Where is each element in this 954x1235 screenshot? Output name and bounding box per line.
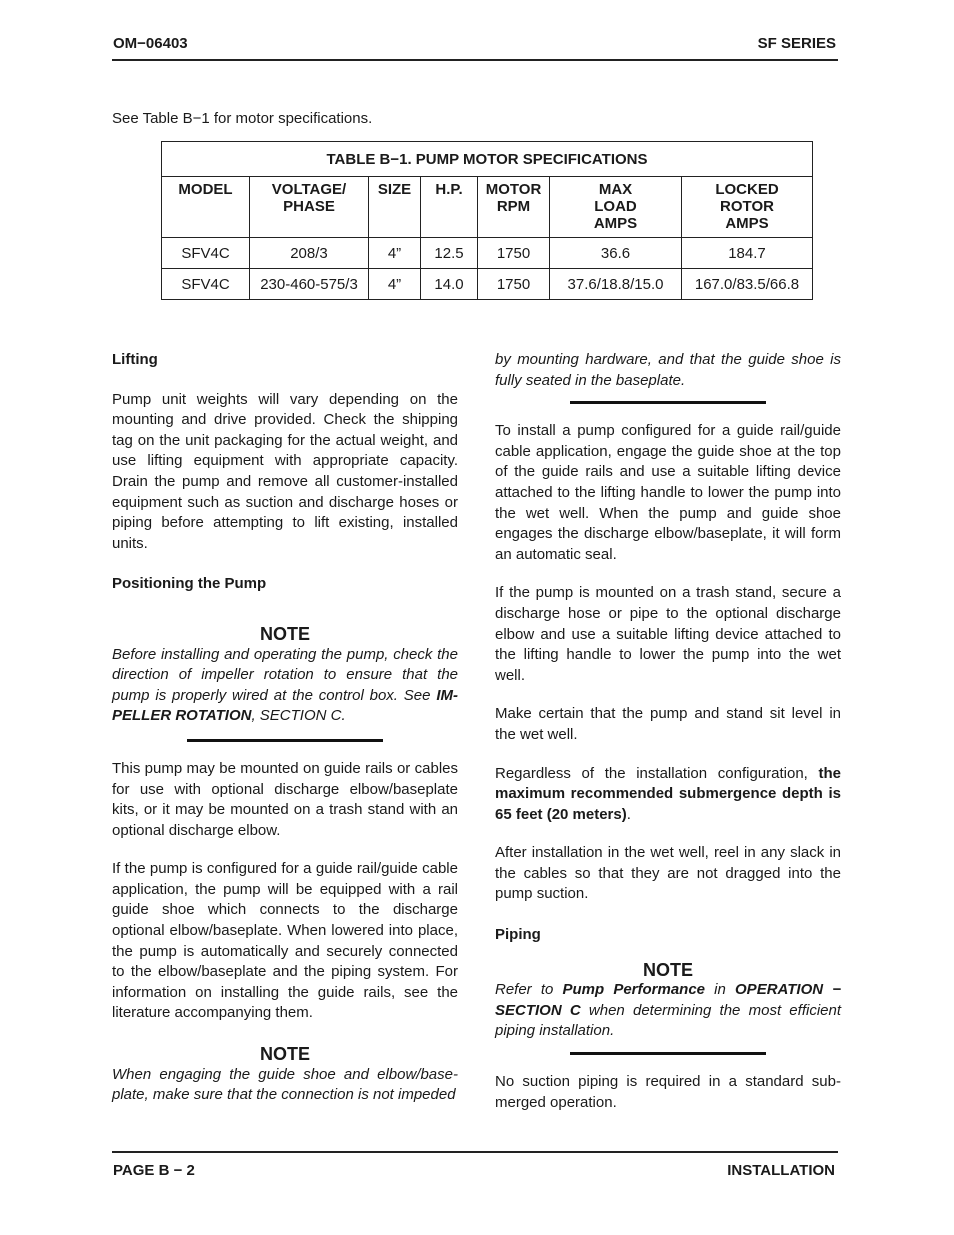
note-heading: NOTE <box>642 959 693 980</box>
col-header: MODEL <box>162 177 250 238</box>
right-column <box>495 350 841 1113</box>
table-cell: 184.7 <box>682 238 813 269</box>
submergence-paragraph: Regardless of the installation configuration, the maximum recommended submergence depth is 65 feet (20 meters). <box>495 764 841 823</box>
table-header-row <box>162 177 813 238</box>
level-paragraph: Make certain that the pump and stand sit level in the wet well. <box>495 705 841 743</box>
table-cell: 167.0/83.5/66.8 <box>682 269 813 300</box>
note-text: Before installing and operating the pump, check the direction of impeller rotation to ensure that the pump is properly wired at the control box. See IMPELLER ROTATION, SECTION C. <box>112 645 458 725</box>
note-heading: NOTE <box>259 623 310 644</box>
col-header: SIZE <box>369 177 421 238</box>
table-title: TABLE B−1. PUMP MOTOR SPECIFICATIONS <box>162 142 813 177</box>
note-text: Refer to Pump Performance in OPERATION − SECTION C when determining the most efficient piping installation. <box>495 981 841 1040</box>
intro-text: See Table B−1 for motor specifications. <box>112 110 373 127</box>
table-cell: SFV4C <box>162 238 250 269</box>
table-cell: 14.0 <box>421 269 478 300</box>
table-cell: 230-460-575/3 <box>250 269 369 300</box>
table-cell: 12.5 <box>421 238 478 269</box>
col-header: LOCKED ROTOR AMPS <box>682 177 813 238</box>
doc-number: OM−06403 <box>113 35 188 52</box>
slack-paragraph: After installation in the wet well, reel in any slack in the cables so that they are not dragged into the pump suction. <box>495 844 841 903</box>
lifting-paragraph: Pump unit weights will vary depending on the mounting and drive provided. Check the shipping tag on the unit packaging for the actual weight, and use lifting equipment with appropriate capacity. Drain the pump and remove all customer-installed equipment such as suction and discharge hoses or piping before attempting to lift existing, installed units. <box>112 390 458 552</box>
table-cell: 37.6/18.8/15.0 <box>550 269 682 300</box>
note-emphasis: IMPELLER ROTATION <box>112 686 458 725</box>
table-row <box>162 269 813 300</box>
note-text: When engaging the guide shoe and elbow/baseplate, make sure that the connection is not impeded <box>112 1065 458 1104</box>
submergence-emphasis: the maximum recommended submergence depth is 65 feet (20 meters) <box>495 764 841 823</box>
positioning-heading: Positioning the Pump <box>112 575 267 593</box>
table-cell: 1750 <box>478 238 550 269</box>
table-cell: 208/3 <box>250 238 369 269</box>
left-column <box>112 350 458 1106</box>
footer-rule <box>112 1151 838 1153</box>
table-cell: 4” <box>369 269 421 300</box>
trash-stand-paragraph: If the pump is mounted on a trash stand, secure a discharge hose or pipe to the optional discharge elbow and use a suitable lifting device attached to the lifting handle to lower the pump into the wet well. <box>495 584 841 684</box>
col-header: VOLTAGE/ PHASE <box>250 177 369 238</box>
col-header: MOTOR RPM <box>478 177 550 238</box>
section-label: INSTALLATION <box>727 1162 835 1179</box>
table-cell: SFV4C <box>162 269 250 300</box>
note-heading: NOTE <box>259 1044 310 1065</box>
motor-spec-table <box>161 141 813 300</box>
col-header: H.P. <box>421 177 478 238</box>
table-cell: 4” <box>369 238 421 269</box>
piping-heading: Piping <box>495 926 541 944</box>
header-rule <box>112 59 838 61</box>
table-cell: 36.6 <box>550 238 682 269</box>
mounting-paragraph: This pump may be mounted on guide rails or cables for use with optional discharge elbow/baseplate kits, or it may be mounted on a trash stand with an optional discharge elbow. <box>112 759 458 839</box>
lifting-heading: Lifting <box>112 351 158 368</box>
guide-rail-paragraph: If the pump is configured for a guide rail/guide cable application, the pump will be equipped with a rail guide shoe which connects to the discharge optional elbow/baseplate. When lowered into place, the pump is automatically and securely connected to the elbow/baseplate and the piping system. For information on installing the guide rails, see the literature accompanying them. <box>112 860 458 1022</box>
table-cell: 1750 <box>478 269 550 300</box>
series-label: SF SERIES <box>757 35 836 52</box>
page-number: PAGE B − 2 <box>113 1162 195 1179</box>
table-row <box>162 238 813 269</box>
install-guide-rail-paragraph: To install a pump configured for a guide rail/guide cable application, engage the guide shoe at the top of the guide rails and use a suitable lifting device attached to the lifting handle to lower the pump into the wet well. When the pump and guide shoe engages the discharge elbow/baseplate, it will form an automatic seal. <box>495 422 841 563</box>
suction-paragraph: No suction piping is required in a standard submerged operation. <box>495 1073 841 1111</box>
note-text-continued: by mounting hardware, and that the guide shoe is fully seated in the baseplate. <box>495 351 841 389</box>
col-header: MAX LOAD AMPS <box>550 177 682 238</box>
